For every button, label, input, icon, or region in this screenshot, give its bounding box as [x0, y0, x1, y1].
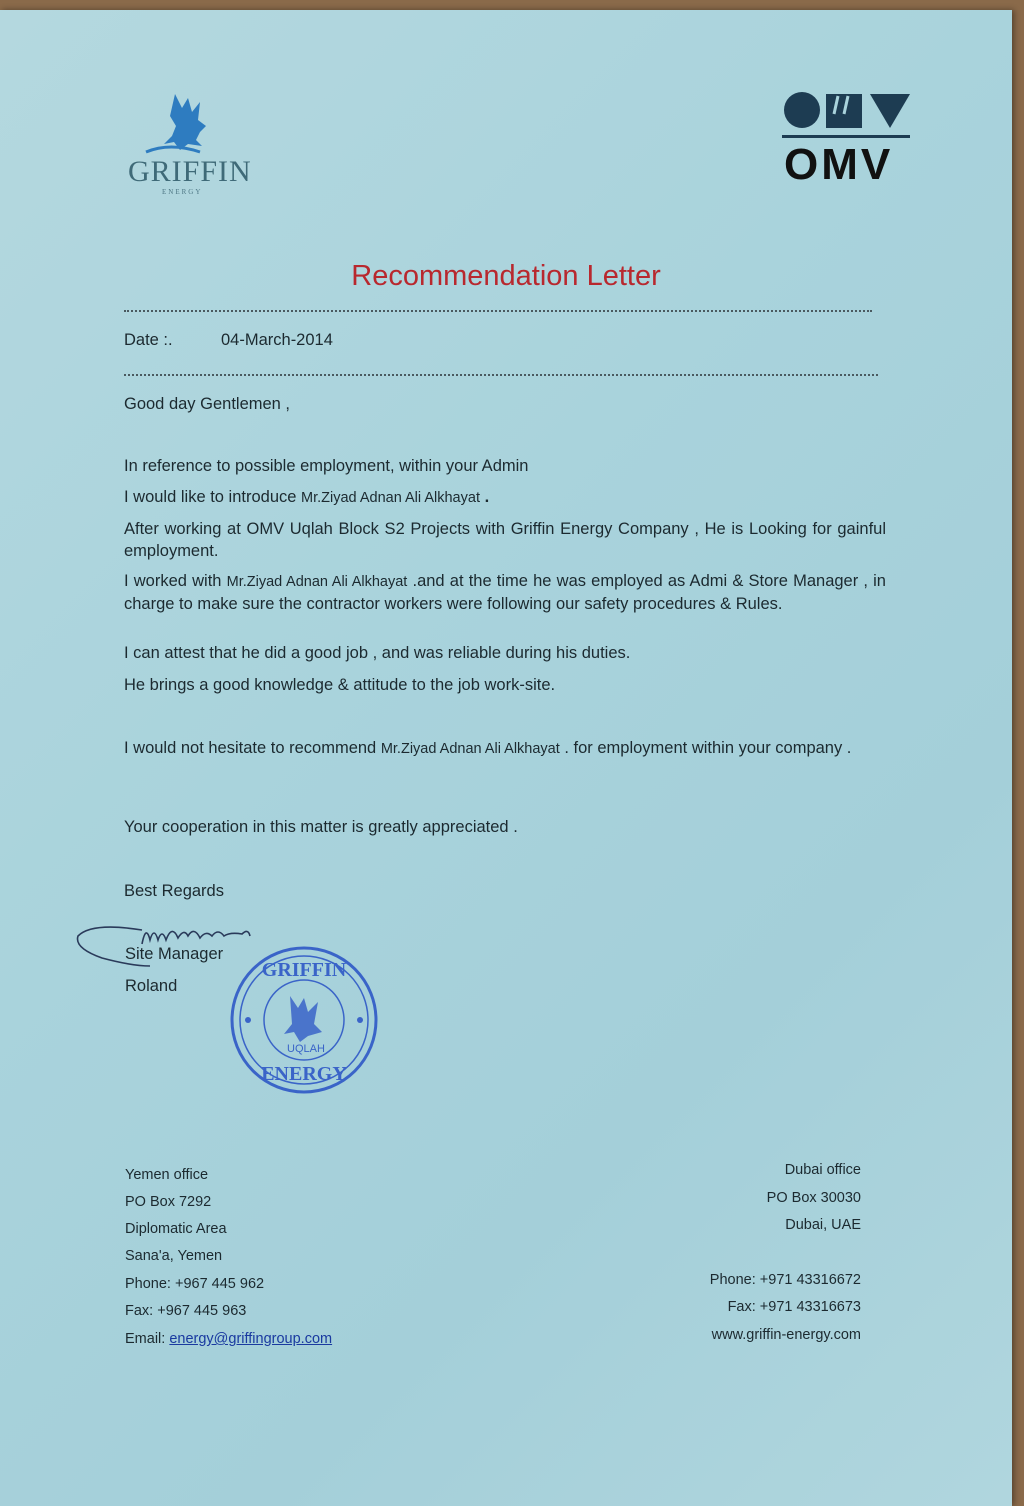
paragraph-introduce: [124, 488, 489, 507]
dubai-city: Dubai, UAE: [785, 1217, 861, 1233]
yemen-city: Sana'a, Yemen: [125, 1248, 223, 1264]
paragraph-cooperation: Your cooperation in this matter is greatly appreciated .: [124, 818, 518, 836]
greeting: Good day Gentlemen ,: [124, 395, 291, 413]
omv-logo-divider: [782, 135, 910, 138]
griffin-logo-subtext: ENERGY: [162, 188, 203, 196]
yemen-email: [125, 1331, 332, 1347]
paragraph-working: After working at OMV Uqlah Block S2 Projects with Griffin Energy Company , He is Looking for gainful employment.: [124, 520, 886, 560]
signer-name: Roland: [125, 977, 178, 995]
closing: Best Regards: [124, 882, 224, 900]
signer-title: Site Manager: [125, 945, 224, 963]
omv-logo-text: OMV: [784, 140, 894, 189]
letter-sheet: [0, 10, 1012, 1506]
dubai-fax: Fax: +971 43316673: [727, 1299, 861, 1315]
stamp-bottom-text: ENERGY: [261, 1063, 347, 1085]
dubai-phone: Phone: +971 43316672: [709, 1272, 861, 1288]
worked-with-prefix: I worked with: [124, 572, 222, 590]
paragraph-reference: In reference to possible employment, within your Admin: [124, 457, 529, 475]
candidate-name: Mr.Ziyad Adnan Ali Alkhayat: [301, 490, 480, 506]
dubai-po-box: PO Box 30030: [766, 1190, 861, 1206]
recommend-prefix: I would not hesitate to recommend: [124, 739, 377, 757]
dubai-office-label: Dubai office: [784, 1162, 861, 1178]
recommend-suffix: . for employment within your company .: [564, 739, 852, 757]
dubai-website: www.griffin-energy.com: [711, 1327, 861, 1343]
stamp-center-text: UQLAH: [287, 1043, 325, 1055]
candidate-name: Mr.Ziyad Adnan Ali Alkhayat: [380, 741, 560, 757]
dotted-divider-bottom: [124, 374, 878, 376]
candidate-name: Mr.Ziyad Adnan Ali Alkhayat: [226, 574, 408, 590]
paragraph-attest: I can attest that he did a good job , and was reliable during his duties.: [124, 644, 631, 662]
introduce-suffix: .: [484, 488, 490, 506]
stamp-top-text: GRIFFIN: [261, 959, 347, 981]
email-label: Email:: [125, 1331, 166, 1347]
introduce-prefix: I would like to introduce: [124, 488, 297, 506]
yemen-fax: Fax: +967 445 963: [125, 1303, 247, 1319]
dotted-divider-top: [124, 310, 872, 312]
worked-with-suffix: .and at the time he was employed as Admi & Store Manager , in charge to make sure the contractor workers were following our safety procedures & Rules.: [124, 572, 886, 613]
email-link[interactable]: energy@griffingroup.com: [169, 1331, 333, 1347]
company-stamp-icon: [228, 944, 380, 1096]
griffin-logo-icon: [140, 80, 230, 160]
griffin-logo-text: GRIFFIN: [128, 155, 252, 188]
letter-title: Recommendation Letter: [351, 260, 661, 292]
yemen-area: Diplomatic Area: [125, 1221, 227, 1237]
paragraph-worked-with: [124, 570, 886, 615]
paragraph-recommend: [124, 737, 886, 760]
omv-logo-icon: [782, 88, 912, 132]
paragraph-knowledge: He brings a good knowledge & attitude to the job work-site.: [124, 676, 556, 694]
yemen-office-label: Yemen office: [125, 1167, 209, 1183]
date-value: 04-March-2014: [221, 331, 333, 349]
yemen-phone: Phone: +967 445 962: [125, 1276, 265, 1292]
date-label: Date :.: [124, 331, 173, 349]
yemen-po-box: PO Box 7292: [125, 1194, 212, 1210]
